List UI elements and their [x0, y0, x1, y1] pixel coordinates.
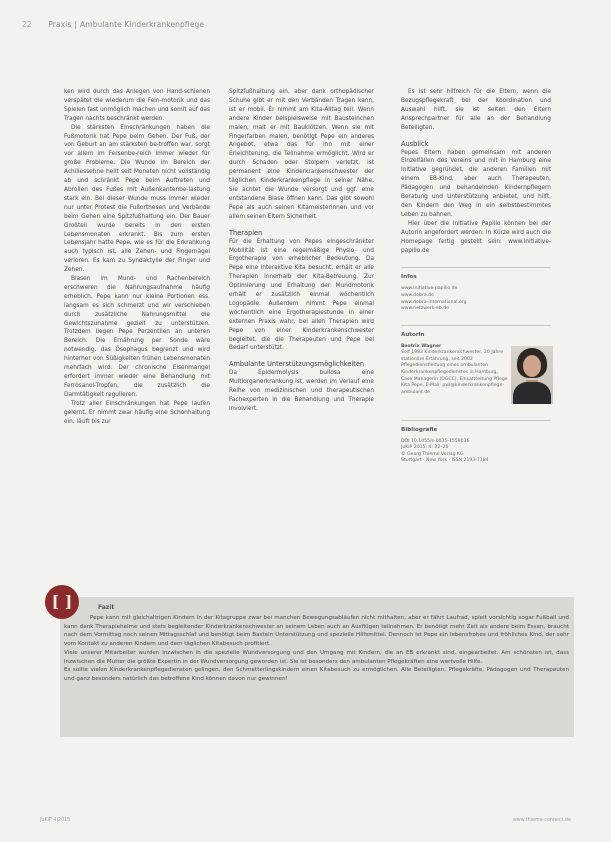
bibliography-line: © Georg Thieme Verlag KG: [401, 451, 464, 457]
author-bio: Seit 1983 Kinderkrankenschwester, 20 Jahre stationäre Erfahrung, seit 2002 Pflegedienstleitung eines ambulanten Kinderkrankenpflegedienstes in Hamburg, Case Managerin (DGCC), Einsatzleitung Pflege Kita Pepe, E-Mail: pwl@kinderkrankenpflege-ambulant.de: [401, 350, 508, 395]
paragraph: Für die Erhaltung von Pepes eingeschränkter Mobilität ist eine regelmäßige Physio- und Ergotherapie von erheblicher Bedeutung. Da Pepe eine interaktive Kita besucht, erhält er alle Therapien innerhalb der Kita-Betreuung. Zur Optimierung und Erhaltung der Mundmotorik erhält er zusätzlich einmal wöchentlich Logopädie. Außerdem nimmt Pepe einmal wöchentlich eine Ergotherapiestunde in einer externen Praxis wahr, bei allen Therapien wird Pepe von einer Kinderkrankenschwester begleitet, die die Therapeuten und Pepe bei Bedarf unterstützt.: [229, 238, 374, 352]
footer-url[interactable]: www.thieme-connect.de: [512, 818, 571, 823]
conclusion-text: [64, 614, 569, 684]
paragraph: ken wird durch das Anlegen von Hand-schienen verspätet die wiederum die Fein-motorik und das Spielen fast unmöglich machen und somit auf das Tragen nachts beschränkt werden.: [64, 89, 210, 122]
footer-issue: JuKiP 4|2015: [40, 818, 71, 823]
bibliography-line: JuKiP 2015; 4: 22–26: [401, 445, 449, 451]
conclusion-title: Fazit: [98, 604, 115, 611]
therapy-heading: Therapien: [229, 228, 263, 237]
bibliography-box: [401, 420, 551, 465]
info-link[interactable]: www.netzwerk-eb.de: [401, 306, 449, 312]
text-column-2: [229, 88, 374, 414]
author-name: Beatrix Wagner: [401, 343, 442, 349]
paragraph: Es sollte vielen Kinderkrankenpflegediensten gelingen, den Schmetterlingskindern einen Kitabesuch zu ermöglichen. Alle Beteiligten, Pflegekräfte, Pädagogen und Therapeuten und ganz besonders natürlich das betroffene Kind können davon nur gewinnen!: [64, 667, 569, 682]
paragraph: Viele unserer Mitarbeiter wurden inzwischen in die spezielle Wundversorgung und den Umgang mit Kindern, die an EB erkrankt sind, eingearbeitet. Am schönsten ist, dass inzwischen die Mutter die größte Expertin in der Wundversorgung geworden ist. Sie ist besonders den ambulanten Pflegekräften eine wertvolle Hilfe.: [64, 649, 569, 665]
paragraph: Die stärksten Einschränkungen haben die Fußmotorik hat Pepe beim Gehen. Der Fuß, der von Geburt an am stärksten be-troffen war, sorgt vor allem im Fersenbe-reich immer wieder für große Probleme. Die Wunde im Bereich der Achillessehne heilt seit Monaten nicht vollständig ab und schränkt Pepe beim Auftreten und Abrollen des Fußes mit Außenkantenbe-lastung stark ein. Bei dieser Wunde muss immer wieder nur unter Protest die Fußorthesen und Verbände beim Gehen eine Spitzfußhaltung ein. Der Bauer Großteil wurde bereits in den ersten Lebensmonaten erkrankt. Bis zum ersten Lebensjahr hatte Pepe, wie es für die Erkrankung auch typisch ist, alle Zehen- und Fingernägel verloren. Es kam zu Syndaktylie der Finger und Zehen.: [64, 124, 210, 274]
paragraph: Trotz aller Einschränkungen hat Pepe laufen gelernt. Er nimmt zwar häufig eine Schonhaltung ein, läuft bis zur: [64, 400, 210, 425]
bracket-badge-icon: [ ]: [45, 585, 79, 619]
text-column-1: [64, 88, 210, 426]
info-link[interactable]: www.debra.de: [401, 292, 434, 298]
paragraph: Blasen im Mund- und Rachenbereich erschweren die Nahrungsaufnahme häufig erheblich. Pepe kann nur kleine Portionen ess. langsam es sich schmerzt und wir verschieben durch zusätzliche Nahrungsmittel die Gewichtszunahme gezielt zu unterstützen. Trotzdem liegen Pepe Perzentilen an unteren Bereich. Die Ernährung per Sonde wäre notwendig, das Ösophagus begrenzt und wird hinterher von Süßigkeiten frühen Lebensmonaten mehrfach wird. Der chronische Eisenmangel erfordert immer wieder eine Behandlung mit Ferrosanol-Tropfen, die zusätzlich die Darmtätigkeit regulieren.: [64, 276, 210, 398]
header-topic: Ambulante Kinderkrankenpflege: [79, 20, 205, 29]
outlook-heading: Ausblick: [401, 139, 429, 148]
author-heading: Autorin: [401, 331, 425, 338]
text-column-3: [401, 88, 551, 465]
bibliography-line: Stuttgart · New York · ISSN 2193-7184: [401, 458, 489, 464]
info-heading: Infos: [401, 274, 417, 281]
bibliography-line: DOI 10.1055/s-0035-1559036: [401, 438, 470, 444]
header-section: Praxis: [48, 20, 72, 29]
paragraph: Hier über die Initiative Papilio können bei der Autorin angefordert werden. In Kürze wird auch die Homepage fertig gestellt sein: www.initiative-papilio.de: [401, 220, 551, 254]
author-box: [401, 325, 551, 408]
support-heading: Ambulante Unterstützungsmöglichkeiten: [229, 360, 365, 369]
page-header: 22 Praxis | Ambulante Kinderkrankenpflege: [22, 20, 205, 29]
bibliography-heading: Bibliografie: [401, 426, 438, 433]
info-link[interactable]: www.initiative-papilio.de: [401, 286, 458, 292]
page-number: 22: [22, 20, 32, 29]
paragraph: Spitzfußhaltung ein, aber dank orthopädischer Schuhe gibt er mit den Verbänden Tragen kann, ist er mobil. Er nimmt am Kita-Alltag teil. Wenn andere Kinder beispielsweise mit Bausteinchen malen, malt er mit Bauklötzen. Wenn sie mit Fingerfarben malen, benötigt Pepe ein anderes Angebot, etwa das für ihn mit einer Erleichterung, die Teilnahme ermöglicht. Wird er durch Schaden oder Stolpern verletzt, ist permanent eine Kinderkrankenschwester der täglichen Kinderkrankenpflege in seiner Nähe. Sie achtet die Wunde versorgt und ggf. eine entstandene Blase öffnen kann. Das gibt sowohl Pepe als auch seinen Kitameisterinnen und vor allem seinen Eltern Sicherheit.: [229, 89, 374, 220]
paragraph: Da Epidermolysis bullosa eine Multiorganerkrankung ist, werden im Verlauf eine Reihe von medizinischen und therapeutischen Fachexperten in die Behandlung und Therapie involviert.: [229, 370, 374, 412]
author-photo: [511, 346, 553, 404]
info-box: [401, 267, 551, 312]
paragraph: Es ist sehr hilfreich für die Eltern, wenn die Bezugspflegekraft bei der Koordination und Auswahl hilft, sie ist selten den Eltern Ansprechpartner für alle an der Behandlung Beteiligten.: [401, 89, 551, 131]
paragraph: Pepe kann mit gleichaltrigen Kindern in der Kitagruppe zwar bei manchen Bewegungsabläufen nicht mithalten, aber er fährt Laufrad, spielt vorsichtig sogar Fußball und kann dank Therapiehelme und stets begleitender Kinderkrankenschwester an seinem Leben auch an Ausflügen teilnehmen. Er benötigt mehr Zeit als andere beim Essen, braucht nach dem Vormittag noch seinen Mittagsschlaf und benötigt beim Basteln Unterstützung und spezielle Hilfsmittel. Dennoch ist Pepe ein lebensfrohes und fröhliches Kind, der sehr vom Kontakt zu anderen Kindern und dem täglichen Kitabesuch profitiert.: [64, 615, 569, 648]
info-link[interactable]: www.debra-international.org: [401, 299, 467, 305]
paragraph: Pepes Eltern haben gemeinsam mit anderen Einzelfällen des Vereins und mit in Hamburg eine Initiative gegründet, die anderen Familien mit einem EB-Kind, aber auch Therapeuten, Pädagogen und behandelnden Kindernpflegern Beratung und Unterstützung anbietet, und hilft, den Kindern den Weg in ein selbstbestimmtes Leben zu bahnen.: [401, 149, 551, 218]
